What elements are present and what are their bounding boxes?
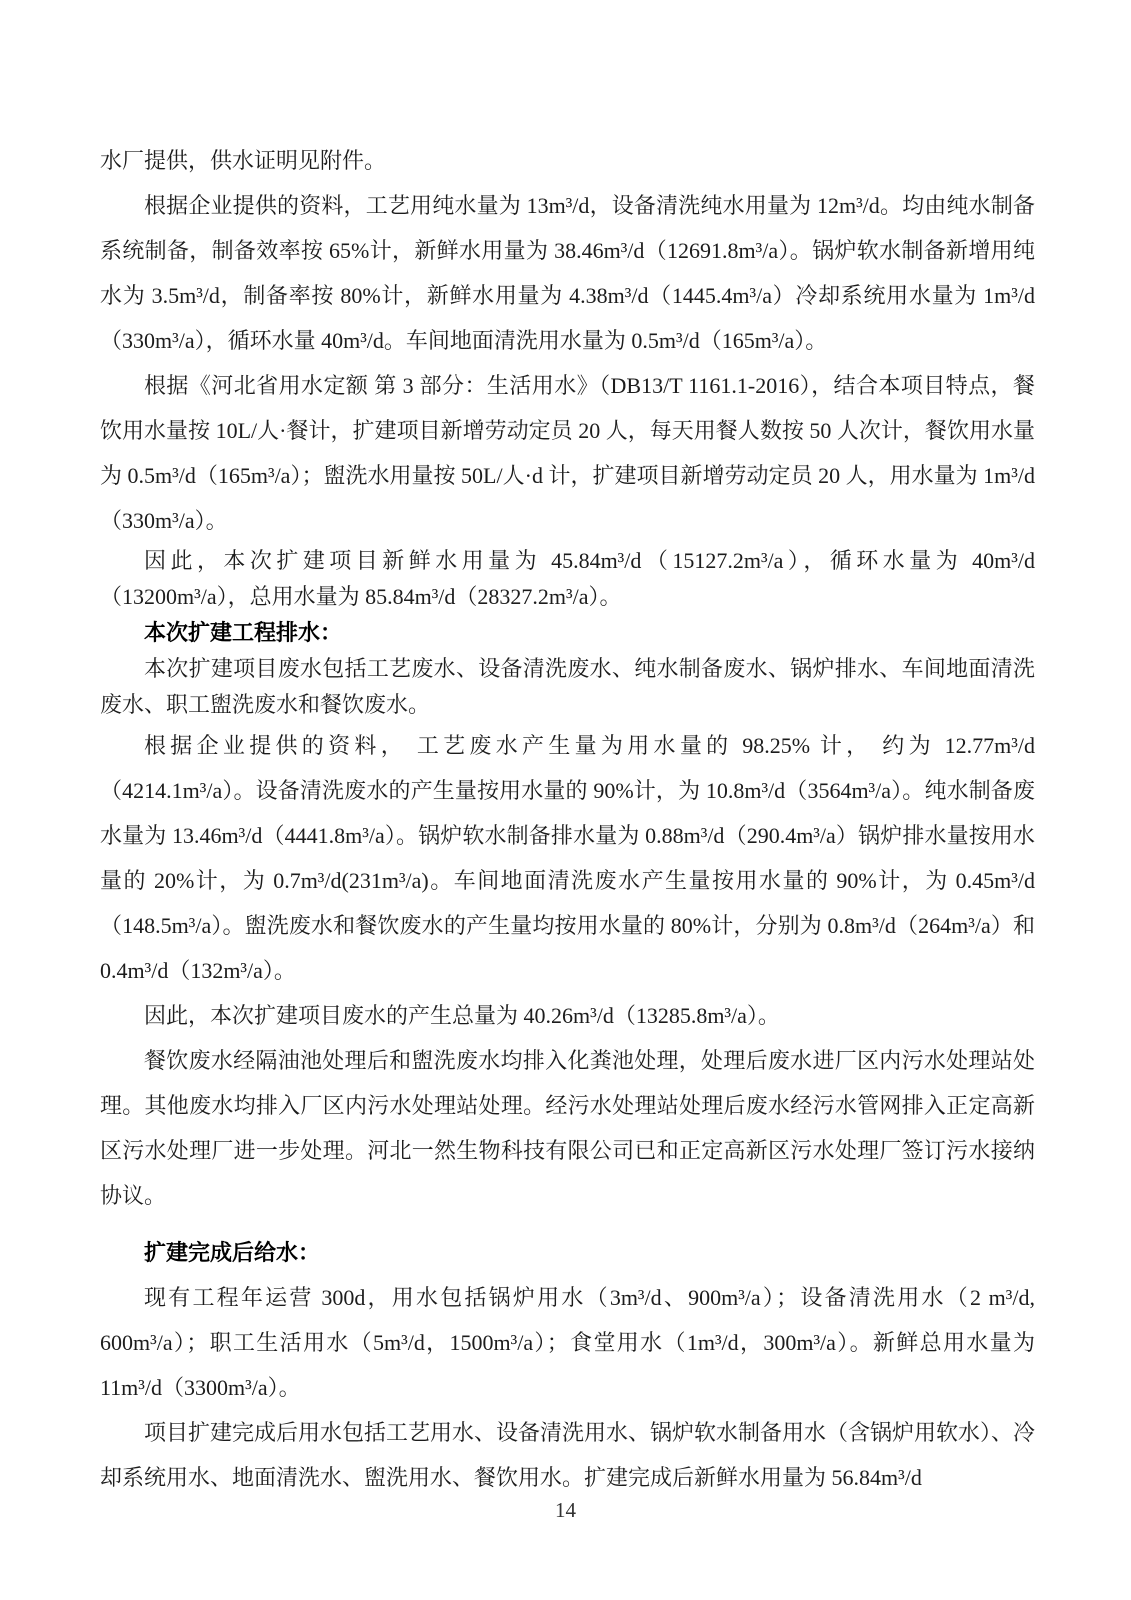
paragraph-fresh-water-total: 因此，本次扩建项目新鲜水用量为 45.84m³/d（15127.2m³/a），循环水量为 40m³/d（13200m³/a），总用水量为 85.84m³/d（28327.2m³/a）。 [100, 548, 1035, 609]
paragraph-wastewater-types: 本次扩建项目废水包括工艺废水、设备清洗废水、纯水制备废水、锅炉排水、车间地面清洗废水、职工盥洗废水和餐饮废水。 [100, 656, 1035, 717]
paragraph-wastewater-total: 因此，本次扩建项目废水的产生总量为 40.26m³/d（13285.8m³/a）。 [144, 1003, 780, 1028]
paragraph-after-expansion-usage: 项目扩建完成后用水包括工艺用水、设备清洗用水、锅炉软水制备用水（含锅炉用软水）、冷却系统用水、地面清洗水、盥洗用水、餐饮用水。扩建完成后新鲜水用量为 56.84m³/d [100, 1420, 1036, 1490]
paragraph-existing-project-water: 现有工程年运营 300d，用水包括锅炉用水（3m³/d、900m³/a）；设备清洗用水（2 m³/d, 600m³/a）；职工生活用水（5m³/d，1500m³/a）；食堂用水（1m³/d，300m³/a）。新鲜总用水量为 11m³/d（3300m³/a）。 [100, 1285, 1035, 1400]
heading-expansion-drainage: 本次扩建工程排水： [144, 620, 343, 645]
paragraph-wastewater-amounts: 根据企业提供的资料， 工艺废水产生量为用水量的 98.25% 计， 约为 12.77m³/d（4214.1m³/a）。设备清洗废水的产生量按用水量的 90%计，为 10.8m³/d（3564m³/a）。纯水制备废水量为 13.46m³/d（4441.8m³/a）。锅炉软水制备排水量为 0.88m³/d（290.4m³/a）锅炉排水量按用水量的 20%计，为 0.7m³/d(231m³/a)。车间地面清洗废水产生量按用水量的 90%计，为 0.45m³/d（148.5m³/a）。盥洗废水和餐饮废水的产生量均按用水量的 80%计，分别为 0.8m³/d（264m³/a）和 0.4m³/d（132m³/a）。 [100, 733, 1035, 983]
paragraph-wastewater-treatment: 餐饮废水经隔油池处理后和盥洗废水均排入化粪池处理，处理后废水进厂区内污水处理站处理。其他废水均排入厂区内污水处理站处理。经污水处理站处理后废水经污水管网排入正定高新区污水处理厂进一步处理。河北一然生物科技有限公司已和正定高新区污水处理厂签订污水接纳协议。 [100, 1048, 1035, 1208]
paragraph-pure-water-usage: 根据企业提供的资料，工艺用纯水量为 13m³/d，设备清洗纯水用量为 12m³/d。均由纯水制备系统制备，制备效率按 65%计，新鲜水用量为 38.46m³/d（12691.8m³/a）。锅炉软水制备新增用纯水为 3.5m³/d，制备率按 80%计，新鲜水用量为 4.38m³/d（1445.4m³/a）冷却系统用水量为 1m³/d（330m³/a），循环水量 40m³/d。车间地面清洗用水量为 0.5m³/d（165m³/a）。 [100, 193, 1035, 353]
page-number: 14 [555, 1498, 576, 1522]
heading-water-supply-after-expansion: 扩建完成后给水： [144, 1240, 321, 1265]
paragraph-continuation: 水厂提供，供水证明见附件。 [100, 148, 387, 173]
paragraph-domestic-water-quota: 根据《河北省用水定额 第 3 部分：生活用水》（DB13/T 1161.1-2016），结合本项目特点，餐饮用水量按 10L/人·餐计，扩建项目新增劳动定员 20 人，每天用餐人数按 50 人次计，餐饮用水量为 0.5m³/d（165m³/a）；盥洗水用量按 50L/人·d 计，扩建项目新增劳动定员 20 人，用水量为 1m³/d（330m³/a）。 [100, 373, 1035, 533]
